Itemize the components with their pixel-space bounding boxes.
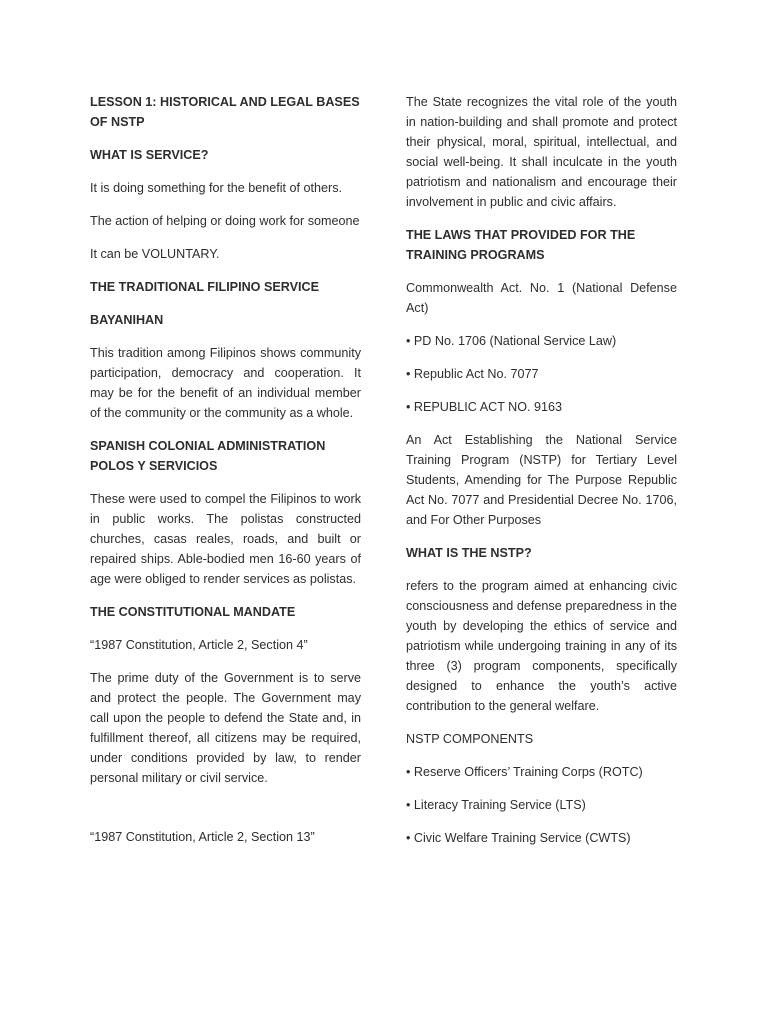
left-column bbox=[90, 92, 361, 860]
act-description-paragraph: An Act Establishing the National Service Training Program (NSTP) for Tertiary Level Students, Amending for The Purpose Republic Act No. 7077 and Presidential Decree No. 1706, and For Other Purposes bbox=[406, 433, 677, 527]
paragraph-spacer bbox=[90, 801, 361, 827]
component-item-lts: • Literacy Training Service (LTS) bbox=[406, 798, 586, 812]
lesson-title: LESSON 1: HISTORICAL AND LEGAL BASES OF NSTP bbox=[90, 95, 360, 129]
constitutional-mandate-heading: THE CONSTITUTIONAL MANDATE bbox=[90, 605, 296, 619]
component-item-cwts: • Civic Welfare Training Service (CWTS) bbox=[406, 831, 631, 845]
service-definition-2: The action of helping or doing work for someone bbox=[90, 214, 360, 228]
nstp-definition-paragraph: refers to the program aimed at enhancing civic consciousness and defense preparedness in the youth by developing the ethics of service and patriotism while undergoing training in any of its three (3) program components, specifically designed to enhance the youth’s active contribution to the general welfare. bbox=[406, 579, 677, 713]
nstp-components-heading: NSTP COMPONENTS bbox=[406, 732, 534, 746]
youth-role-paragraph: The State recognizes the vital role of the youth in nation-building and shall promote and protect their physical, moral, spiritual, intellectual, and social well-being. It shall inculcate in the youth patriotism and nationalism and encourage their involvement in public and civic affairs. bbox=[406, 95, 677, 209]
traditional-service-heading: THE TRADITIONAL FILIPINO SERVICE bbox=[90, 280, 320, 294]
law-item-pd-1706: • PD No. 1706 (National Service Law) bbox=[406, 334, 617, 348]
right-column bbox=[406, 92, 677, 861]
constitution-paragraph: The prime duty of the Government is to serve and protect the people. The Government may call upon the people to defend the State and, in fulfillment thereof, all citizens may be required, under conditions provided by law, to render personal military or civil service. bbox=[90, 671, 361, 785]
law-item-ra-9163: • REPUBLIC ACT NO. 9163 bbox=[406, 400, 563, 414]
what-is-nstp-heading: WHAT IS THE NSTP? bbox=[406, 546, 532, 560]
laws-heading: THE LAWS THAT PROVIDED FOR THE TRAINING PROGRAMS bbox=[406, 228, 636, 262]
service-definition-3: It can be VOLUNTARY. bbox=[90, 247, 220, 261]
component-item-rotc: • Reserve Officers’ Training Corps (ROTC) bbox=[406, 765, 643, 779]
law-item-ra-7077: • Republic Act No. 7077 bbox=[406, 367, 539, 381]
constitution-reference-section-4: “1987 Constitution, Article 2, Section 4” bbox=[90, 638, 308, 652]
spanish-colonial-heading: SPANISH COLONIAL ADMINISTRATION POLOS Y SERVICIOS bbox=[90, 439, 326, 473]
what-is-service-heading: WHAT IS SERVICE? bbox=[90, 148, 209, 162]
law-item-commonwealth-act: Commonwealth Act. No. 1 (National Defense Act) bbox=[406, 281, 677, 315]
bayanihan-paragraph: This tradition among Filipinos shows community participation, democracy and cooperation. It may be for the benefit of an individual member of the community or the community as a whole. bbox=[90, 346, 361, 420]
spanish-colonial-paragraph: These were used to compel the Filipinos to work in public works. The polistas constructed churches, casas reales, roads, and built or repaired ships. Able-bodied men 16-60 years of age were obliged to render services as polistas. bbox=[90, 492, 361, 586]
bayanihan-heading: BAYANIHAN bbox=[90, 313, 164, 327]
constitution-reference-section-13: “1987 Constitution, Article 2, Section 13” bbox=[90, 830, 315, 844]
service-definition-1: It is doing something for the benefit of others. bbox=[90, 181, 343, 195]
